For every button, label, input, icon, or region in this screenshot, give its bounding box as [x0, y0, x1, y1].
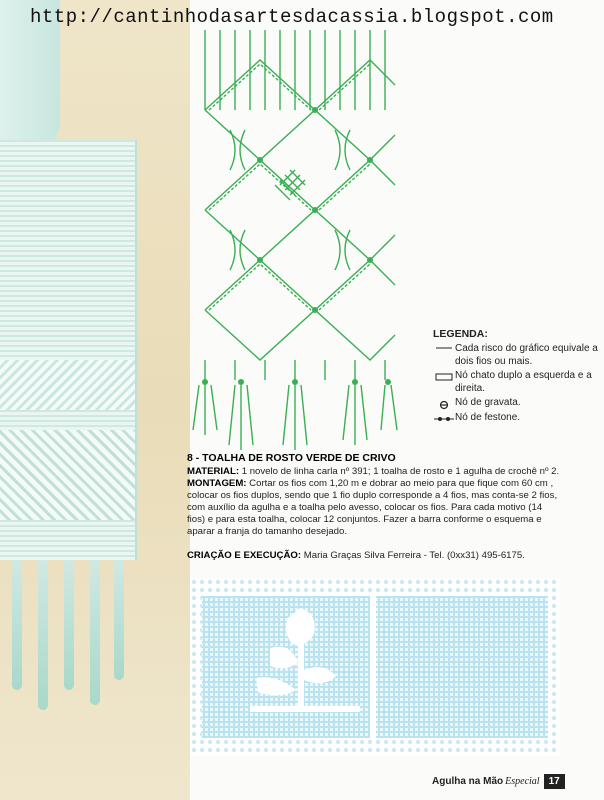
legend-item-label: Nó de festone. [455, 412, 521, 423]
credits-text: Maria Graças Silva Ferreira - Tel. (0xx31) 495-6175. [301, 550, 525, 562]
legend-item-festoon-knot [433, 412, 603, 425]
legend-item-flat-knot [433, 370, 603, 395]
towel-fringe [12, 560, 22, 690]
towel-macrame-band [0, 430, 135, 520]
page-number: 17 [544, 774, 565, 789]
montagem-text: Cortar os fios com 1,20 m e dobrar ao meio para que fique com 60 cm , colocar os fios duplos, sendo que 1 fio duplo corresponde a 4 fios, mas conta-se 2 fios, com auxílio da agulha e a toalha pelo avesso, colocar os fios. Para cada motivo (14 fios) e para esta toalha, colocar 12 conjuntos. Fazer a barra conforme o esquema e aparar a franja do tamanho desejado. [187, 478, 558, 538]
line-stroke-icon [433, 343, 455, 350]
legend [433, 328, 603, 427]
legend-item-tie-knot [433, 397, 603, 410]
blog-url: http://cantinhodasartesdacassia.blogspot.com [30, 6, 554, 28]
towel-fringe [38, 560, 48, 710]
towel-lace-band [0, 360, 135, 410]
legend-item-label: Nó de gravata. [455, 397, 521, 408]
magazine-name: Agulha na Mão [432, 776, 504, 787]
flat-knot-icon [433, 370, 455, 381]
festoon-knot-icon [433, 412, 455, 423]
macrame-diagram [185, 30, 420, 450]
towel-fringe [90, 560, 100, 705]
montagem-paragraph [187, 478, 562, 538]
page-footer [432, 774, 565, 789]
credits-label: CRIAÇÃO E EXECUÇÃO: [187, 550, 302, 562]
magazine-edition: Especial [505, 776, 540, 787]
macrame-diagram-svg [185, 30, 420, 450]
towel-fringe [114, 560, 124, 680]
legend-item-label: Nó chato duplo a esquerda e a direita. [455, 370, 592, 394]
material-text: 1 novelo de linha carla nº 391; 1 toalha de rosto e 1 agulha de crochê nº 2. [239, 466, 560, 478]
material-label: MATERIAL: [187, 466, 240, 478]
material-paragraph [187, 466, 562, 478]
legend-title: LEGENDA: [433, 328, 488, 340]
towel-fringe [64, 560, 74, 690]
article-title: 8 - TOALHA DE ROSTO VERDE DE CRIVO [187, 452, 396, 464]
legend-item-label: Cada risco do gráfico equivale a dois fios ou mais. [455, 343, 598, 367]
article [187, 452, 562, 562]
filet-crochet-svg [190, 578, 560, 756]
legend-item-stroke [433, 343, 603, 368]
towel-photo [0, 0, 190, 800]
montagem-label: MONTAGEM: [187, 478, 247, 490]
filet-crochet-photo [190, 578, 560, 756]
credits-paragraph [187, 550, 562, 562]
tie-knot-icon [433, 397, 455, 410]
